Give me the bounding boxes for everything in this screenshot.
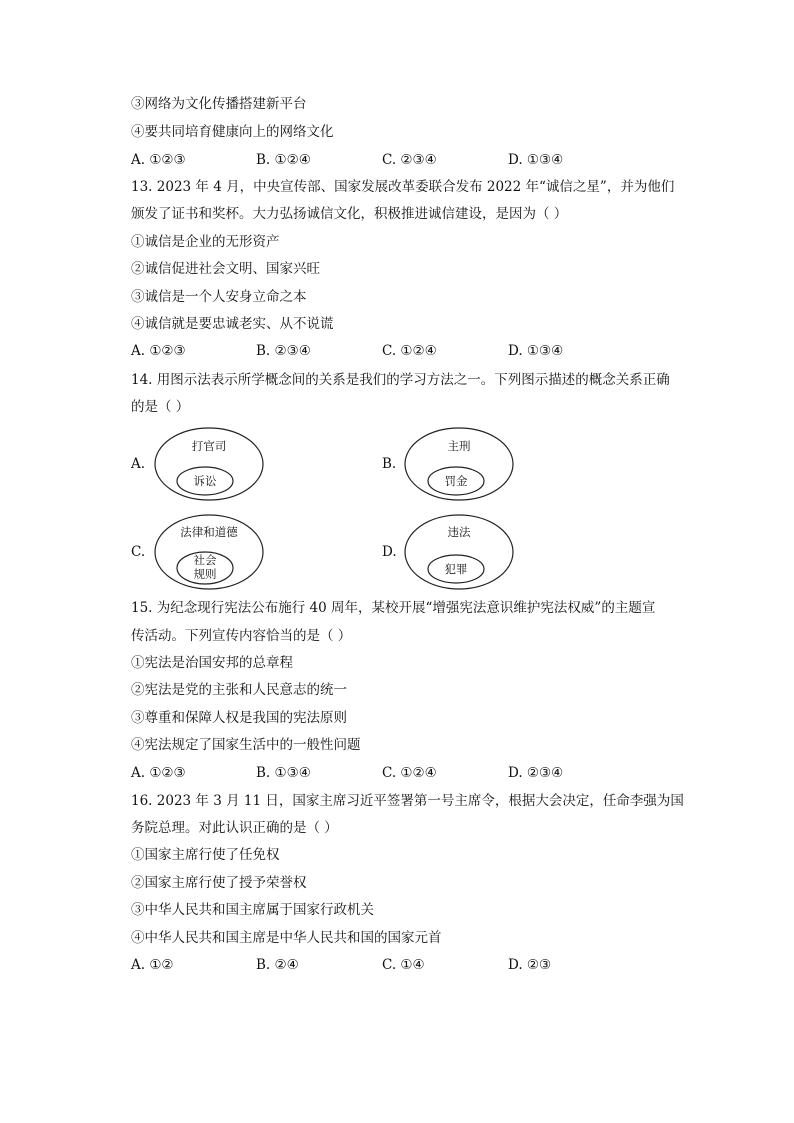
q12-item-3: ③网络为文化传播搭建新平台 <box>131 96 307 112</box>
q14-option-d-label[interactable]: D. <box>382 544 397 560</box>
q13-item-1: ①诚信是企业的无形资产 <box>131 234 280 250</box>
q14-a-outer-text: 打官司 <box>191 439 227 453</box>
q14-option-b-label[interactable]: B. <box>382 456 397 472</box>
q13-option-b[interactable]: B. ②③④ <box>256 343 311 359</box>
q15-stem-line2: 传活动。下列宣传内容恰当的是（ ） <box>131 628 352 644</box>
q13-option-a[interactable]: A. ①②③ <box>131 343 186 359</box>
q14-stem-line1: 14. 用图示法表示所学概念间的关系是我们的学习方法之一。下列图示描述的概念关系正确 <box>131 372 670 388</box>
q13-option-c[interactable]: C. ①②④ <box>382 343 437 359</box>
q16-stem-line1: 16. 2023 年 3 月 11 日，国家主席习近平签署第一号主席令，根据大会决定，任命李强为国 <box>131 793 684 809</box>
q16-item-3: ③中华人民共和国主席属于国家行政机关 <box>131 902 374 918</box>
q13-item-3: ③诚信是一个人安身立命之本 <box>131 289 307 305</box>
q13-option-d[interactable]: D. ①③④ <box>508 343 564 359</box>
q14-c-inner-text-1: 社会 <box>193 553 217 567</box>
q12-option-d[interactable]: D. ①③④ <box>508 152 564 168</box>
q12-option-c[interactable]: C. ②③④ <box>382 152 437 168</box>
q14-option-a-label[interactable]: A. <box>131 456 146 472</box>
q16-stem-line2: 务院总理。对此认识正确的是（ ） <box>131 820 338 836</box>
q14-c-inner-text-2: 规则 <box>193 567 217 581</box>
q16-option-d[interactable]: D. ②③ <box>508 957 552 973</box>
q13-options <box>131 342 651 360</box>
q14-b-outer-text: 主刑 <box>447 439 471 453</box>
q15-stem-line1: 15. 为纪念现行宪法公布施行 40 周年，某校开展“增强宪法意识维护宪法权威”的主题宣 <box>131 600 656 616</box>
q15-option-d[interactable]: D. ②③④ <box>508 765 564 781</box>
q16-option-a[interactable]: A. ①② <box>131 957 174 973</box>
q16-options <box>131 956 651 974</box>
q14-diagram-b[interactable] <box>403 424 517 504</box>
q16-item-2: ②国家主席行使了授予荣誉权 <box>131 875 307 891</box>
q14-c-outer-text: 法律和道德 <box>180 525 238 539</box>
q13-stem-line1: 13. 2023 年 4 月，中央宣传部、国家发展改革委联合发布 2022 年“诚信之星”，并为他们 <box>131 179 675 195</box>
q15-option-b[interactable]: B. ①③④ <box>256 765 311 781</box>
q13-stem-line2: 颁发了证书和奖杯。大力弘扬诚信文化，积极推进诚信建设，是因为（ ） <box>131 206 568 222</box>
q16-option-c[interactable]: C. ①④ <box>382 957 425 973</box>
q15-item-2: ②宪法是党的主张和人民意志的统一 <box>131 682 347 698</box>
q14-diagram-a[interactable] <box>153 424 267 504</box>
q14-d-outer-text: 违法 <box>447 525 471 539</box>
q14-a-inner-text: 诉讼 <box>193 474 217 488</box>
q15-item-1: ①宪法是治国安邦的总章程 <box>131 655 293 671</box>
q14-b-inner-text: 罚金 <box>444 474 468 488</box>
q14-stem-line2: 的是（ ） <box>131 399 190 415</box>
q14-option-c-label[interactable]: C. <box>131 544 146 560</box>
q12-option-b[interactable]: B. ①②④ <box>256 152 311 168</box>
q12-options <box>131 151 651 169</box>
q12-item-4: ④要共同培育健康向上的网络文化 <box>131 124 334 140</box>
q15-option-a[interactable]: A. ①②③ <box>131 765 186 781</box>
q14-diagram-d[interactable] <box>403 512 517 592</box>
q13-item-4: ④诚信就是要忠诚老实、从不说谎 <box>131 316 334 332</box>
q16-item-1: ①国家主席行使了任免权 <box>131 847 280 863</box>
q15-options <box>131 764 651 782</box>
q14-diagram-c[interactable] <box>153 512 267 592</box>
q14-d-inner-text: 犯罪 <box>444 562 468 576</box>
q16-option-b[interactable]: B. ②④ <box>256 957 299 973</box>
q13-item-2: ②诚信促进社会文明、国家兴旺 <box>131 261 320 277</box>
q15-item-3: ③尊重和保障人权是我国的宪法原则 <box>131 710 347 726</box>
q12-option-a[interactable]: A. ①②③ <box>131 152 186 168</box>
q15-item-4: ④宪法规定了国家生活中的一般性问题 <box>131 737 361 753</box>
q16-item-4: ④中华人民共和国主席是中华人民共和国的国家元首 <box>131 930 442 946</box>
q15-option-c[interactable]: C. ①②④ <box>382 765 437 781</box>
